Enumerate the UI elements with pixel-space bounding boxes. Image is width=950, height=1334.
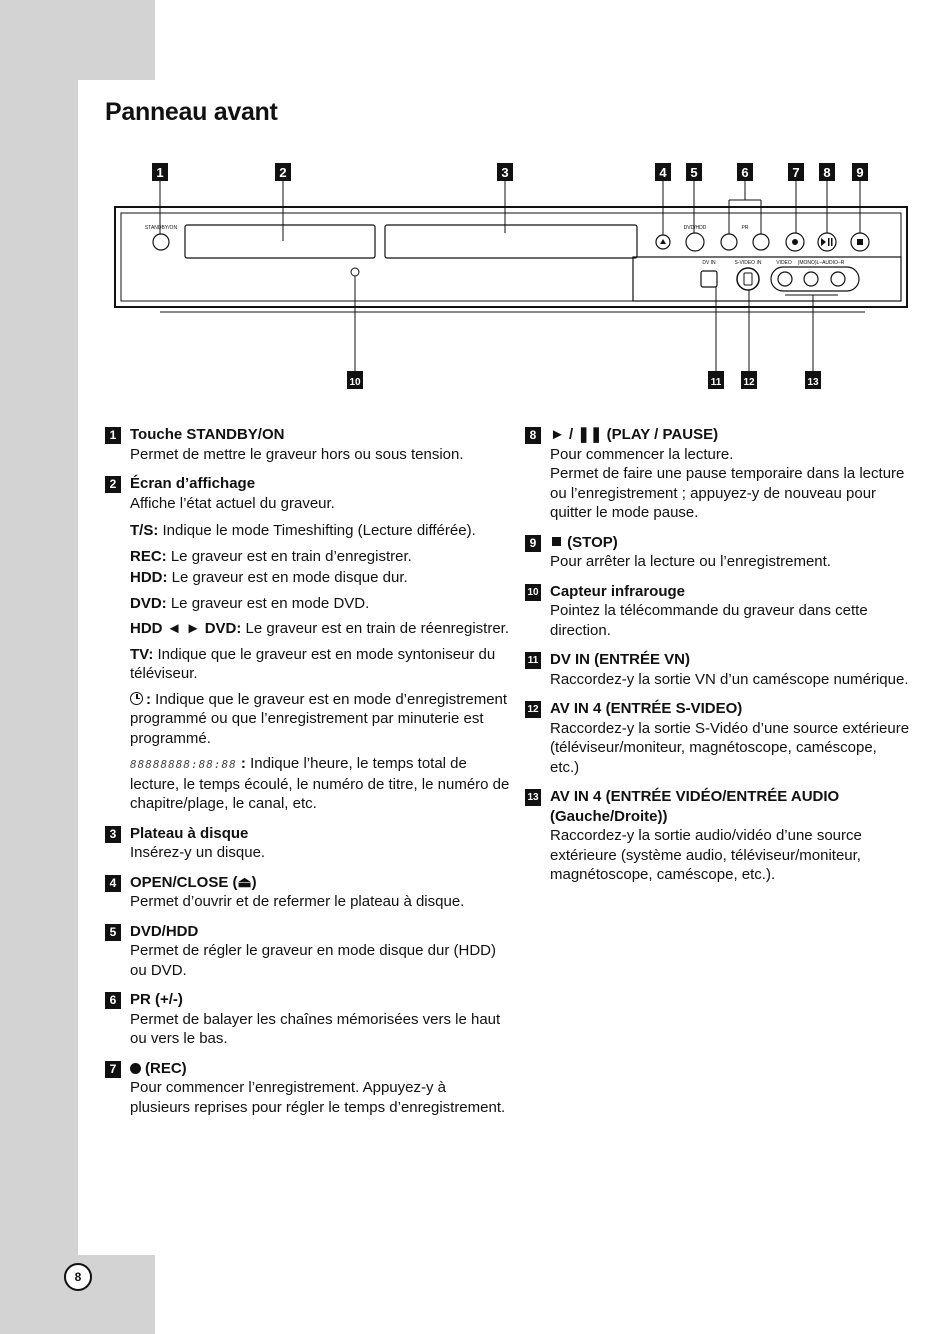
callout-8 — [819, 163, 835, 181]
item-3 — [105, 824, 510, 863]
svg-text:2: 2 — [279, 165, 287, 180]
item-title: Touche STANDBY/ON — [130, 426, 285, 443]
item-4 — [105, 873, 510, 912]
stop-icon — [552, 537, 561, 546]
clock-icon — [130, 692, 143, 705]
callout-4 — [655, 163, 671, 181]
svg-text:12: 12 — [743, 377, 755, 388]
item-number: 2 — [105, 476, 121, 493]
item-12 — [525, 699, 910, 777]
display-mode-hdd: HDD: Le graveur est en mode disque dur. — [130, 569, 408, 586]
item-7 — [105, 1059, 510, 1118]
item-title: Plateau à disque — [130, 824, 249, 842]
item-number: 4 — [105, 875, 121, 892]
left-column — [105, 425, 510, 1127]
item-title: PR (+/-) — [130, 991, 183, 1008]
callout-12 — [741, 371, 757, 389]
item-number: 9 — [525, 535, 541, 552]
item-desc: Pour commencer l’enregistrement. Appuyez-y à plusieurs reprises pour régler le temps d’enregistrement. — [130, 1079, 506, 1116]
display-mode-ts: T/S: Indique le mode Timeshifting (Lecture différée). — [130, 522, 476, 539]
item-title: DV IN (ENTRÉE VN) — [550, 651, 691, 668]
item-desc: Permet de mettre le graveur hors ou sous tension. — [130, 445, 464, 463]
item-title: OPEN/CLOSE (⏏) — [130, 873, 257, 891]
item-number: 1 — [105, 427, 121, 444]
record-icon — [130, 1063, 141, 1074]
segment-display-icon: 88888888:88:88 — [130, 758, 237, 771]
item-9 — [525, 533, 910, 572]
item-13 — [525, 787, 910, 885]
svg-text:PR: PR — [741, 225, 749, 231]
svg-text:S-VIDEO IN: S-VIDEO IN — [734, 260, 762, 266]
item-title: Capteur infrarouge — [550, 582, 686, 600]
svg-text:STANDBY/ON: STANDBY/ON — [144, 225, 178, 231]
item-number: 7 — [105, 1061, 121, 1078]
item-desc: Raccordez-y la sortie S-Vidéo d’une source extérieure (téléviseur/moniteur, magnétoscope, caméscope, etc.) — [550, 719, 910, 776]
callout-9 — [852, 163, 868, 181]
callout-3 — [497, 163, 513, 181]
item-10 — [525, 582, 910, 641]
callout-11 — [708, 371, 724, 389]
item-title: DVD/HDD — [130, 922, 199, 940]
svg-text:5: 5 — [690, 165, 698, 180]
item-number: 13 — [525, 789, 541, 806]
item-desc: Pointez la télécommande du graveur dans cette direction. — [550, 602, 868, 639]
svg-text:DV IN: DV IN — [702, 260, 716, 266]
front-panel-diagram — [105, 155, 925, 400]
item-number: 5 — [105, 924, 121, 941]
item-title: Écran d’affichage — [130, 475, 256, 492]
svg-text:13: 13 — [807, 377, 819, 388]
callout-2 — [275, 163, 291, 181]
item-desc: Pour arrêter la lecture ou l’enregistrement. — [550, 553, 831, 570]
svg-text:6: 6 — [741, 165, 749, 180]
item-desc: Raccordez-y la sortie VN d’un caméscope numérique. — [550, 670, 909, 688]
item-desc: Permet de régler le graveur en mode disque dur (HDD) ou DVD. — [130, 942, 496, 979]
svg-text:DVD/HDD: DVD/HDD — [683, 225, 707, 231]
display-mode-tv: TV: Indique que le graveur est en mode syntoniseur du téléviseur. — [130, 645, 496, 682]
svg-text:10: 10 — [349, 377, 361, 388]
item-title: AV IN 4 (ENTRÉE S-VIDEO) — [550, 700, 743, 717]
item-number: 12 — [525, 701, 541, 718]
item-number: 8 — [525, 427, 541, 444]
svg-text:VIDEO: VIDEO — [776, 260, 792, 266]
right-column — [525, 425, 910, 895]
item-title: (REC) — [145, 1059, 187, 1077]
page-number: 8 — [64, 1263, 92, 1291]
svg-text:9: 9 — [856, 165, 864, 180]
svg-text:7: 7 — [792, 165, 800, 180]
item-desc: Pour commencer la lecture. — [550, 445, 734, 463]
callout-13 — [805, 371, 821, 389]
page-margin-bar — [0, 0, 78, 1334]
item-title: ► / ❚❚ (PLAY / PAUSE) — [550, 426, 719, 443]
callout-1 — [152, 163, 168, 181]
item-number: 10 — [525, 584, 541, 601]
item-desc: Insérez-y un disque. — [130, 844, 266, 861]
item-number: 11 — [525, 652, 541, 669]
item-number: 6 — [105, 992, 121, 1009]
page-top-tab — [0, 0, 155, 80]
svg-text:4: 4 — [659, 165, 667, 180]
item-5 — [105, 922, 510, 981]
svg-text:3: 3 — [501, 165, 509, 180]
item-desc: Affiche l’état actuel du graveur. — [130, 494, 335, 512]
item-title: (STOP) — [567, 533, 618, 551]
callout-6 — [737, 163, 753, 181]
svg-text:(MONO)L–AUDIO–R: (MONO)L–AUDIO–R — [797, 260, 845, 266]
item-8 — [525, 425, 910, 523]
page-title: Panneau avant — [105, 98, 278, 126]
display-mode-timer: : Indique que le graveur est en mode d’enregistrement programmé ou que l’enregistrement par minuterie est programmé. — [130, 690, 508, 747]
item-desc: Permet d’ouvrir et de refermer le plateau à disque. — [130, 893, 465, 910]
svg-text:1: 1 — [156, 165, 164, 180]
item-6 — [105, 990, 510, 1049]
svg-text:11: 11 — [710, 377, 722, 388]
item-number: 3 — [105, 826, 121, 843]
callout-10 — [347, 371, 363, 389]
callout-7 — [788, 163, 804, 181]
display-mode-segments: 88888888:88:88 : Indique l’heure, le temps total de lecture, le temps écoulé, le numéro de titre, le numéro de chapitre/plage, le canal, etc. — [130, 755, 510, 812]
callout-5 — [686, 163, 702, 181]
item-desc: Permet de balayer les chaînes mémorisées vers le haut ou vers le bas. — [130, 1010, 501, 1047]
item-11 — [525, 650, 910, 689]
item-desc: Raccordez-y la sortie audio/vidéo d’une source extérieure (système audio, téléviseur/moniteur, magnétoscope, caméscope, etc.). — [550, 827, 862, 883]
svg-text:8: 8 — [823, 165, 831, 180]
display-mode-dvd: DVD: Le graveur est en mode DVD. — [130, 594, 370, 612]
display-mode-rec: REC: Le graveur est en train d’enregistrer. — [130, 547, 412, 565]
display-mode-dubbing: HDD ◄ ► DVD: Le graveur est en train de réenregistrer. — [130, 620, 510, 637]
item-2 — [105, 474, 510, 513]
item-desc: Permet de faire une pause temporaire dans la lecture ou l’enregistrement ; appuyez-y de nouveau pour quitter le mode pause. — [550, 465, 905, 521]
item-title: AV IN 4 (ENTRÉE VIDÉO/ENTRÉE AUDIO (Gauche/Droite)) — [550, 788, 840, 825]
item-1 — [105, 425, 510, 464]
